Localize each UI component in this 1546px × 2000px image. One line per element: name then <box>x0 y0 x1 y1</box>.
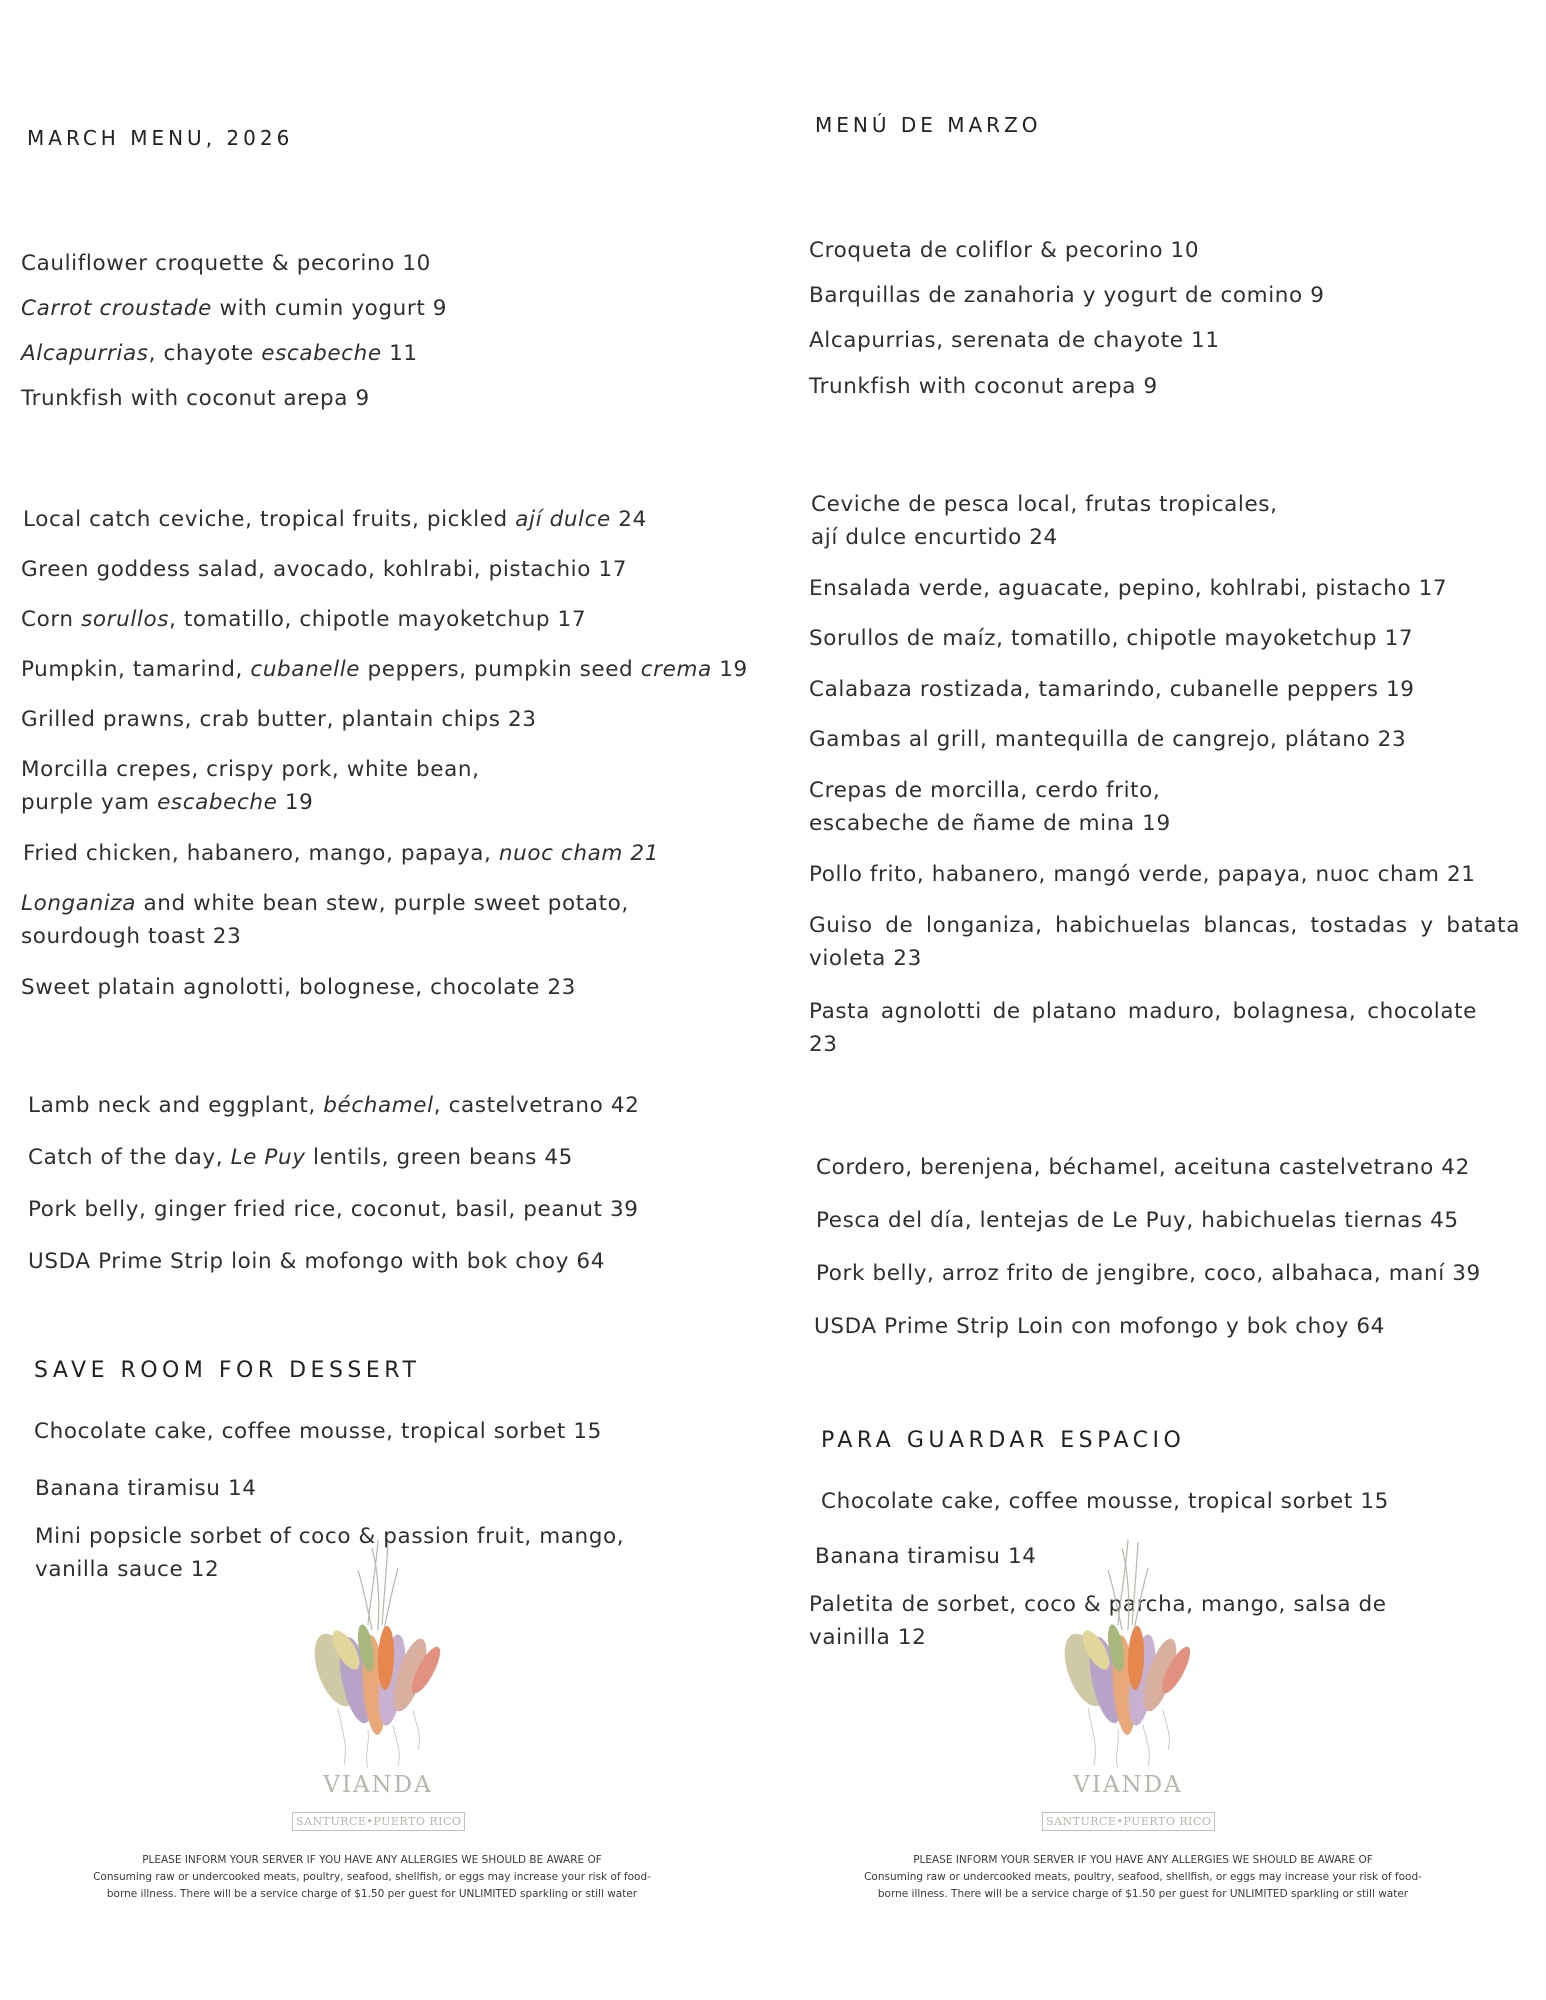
es-snack-item-4: Trunkfish with coconut arepa 9 <box>809 374 1158 399</box>
es-dessert-item-3: Paletita de sorbet, coco & parcha, mango, salsa de vainilla 12 <box>809 1592 1387 1650</box>
dessert-title: SAVE ROOM FOR DESSERT <box>34 1358 421 1383</box>
es-small-plate-item-9: Pasta agnolotti de platano maduro, bolagnesa, chocolate 23 <box>809 999 1477 1057</box>
es-dessert-title: PARA GUARDAR ESPACIO <box>821 1428 1186 1453</box>
snack-item-2-italic: Carrot croustade <box>21 296 213 321</box>
footer-service-charge-line-es: borne illness. There will be a service charge of $1.50 per guest for UNLIMITED sparkling or still water <box>877 1888 1409 1900</box>
brand-name: VIANDA <box>323 1772 433 1798</box>
vianda-vegetable-logo <box>298 1530 458 1770</box>
spanish-menu-title: MENÚ DE MARZO <box>815 113 1042 137</box>
dessert-item-2: Banana tiramisu 14 <box>35 1476 257 1501</box>
es-small-plate-item-3: Sorullos de maíz, tomatillo, chipotle mayoketchup 17 <box>809 626 1414 651</box>
es-small-plate-item-2: Ensalada verde, aguacate, pepino, kohlrabi, pistacho 17 <box>809 576 1448 601</box>
es-small-plate-item-8: Guiso de longaniza, habichuelas blancas, tostadas y batata violeta 23 <box>809 913 1520 971</box>
dessert-item-3: Mini popsicle sorbet of coco & passion fruit, mango, vanilla sauce 12 <box>35 1524 625 1582</box>
es-main-item-4: USDA Prime Strip Loin con mofongo y bok choy 64 <box>814 1314 1385 1339</box>
es-snack-item-1: Croqueta de coliflor & pecorino 10 <box>809 238 1200 263</box>
es-dessert-item-2: Banana tiramisu 14 <box>815 1544 1037 1569</box>
es-main-item-1: Cordero, berenjena, béchamel, aceituna castelvetrano 42 <box>816 1155 1470 1180</box>
small-plate-item-5: Grilled prawns, crab butter, plantain chips 23 <box>21 707 537 732</box>
es-small-plate-item-6: Crepas de morcilla, cerdo frito, escabeche de ñame de mina 19 <box>809 778 1171 836</box>
es-main-item-2: Pesca del día, lentejas de Le Puy, habichuelas tiernas 45 <box>816 1208 1459 1233</box>
snack-item-4: Trunkfish with coconut arepa 9 <box>21 386 370 411</box>
brand-name-es: VIANDA <box>1073 1772 1183 1798</box>
small-plate-item-3: Corn sorullos, tomatillo, chipotle mayoketchup 17 <box>21 607 587 632</box>
english-menu-title: MARCH MENU, 2026 <box>27 126 294 150</box>
small-plate-item-1: Local catch ceviche, tropical fruits, pickled ají dulce 24 <box>23 507 647 532</box>
footer-raw-food-line-es: Consuming raw or undercooked meats, poultry, seafood, shellfish, or eggs may increase your risk of food- <box>864 1871 1422 1883</box>
brand-location-es: SANTURCE•PUERTO RICO <box>1042 1812 1215 1831</box>
small-plate-item-9: Sweet platain agnolotti, bolognese, chocolate 23 <box>21 975 576 1000</box>
footer-notice <box>22 1852 722 1903</box>
brand-location: SANTURCE•PUERTO RICO <box>292 1812 465 1831</box>
vianda-vegetable-logo-es <box>1048 1530 1208 1770</box>
small-plate-item-4: Pumpkin, tamarind, cubanelle peppers, pumpkin seed crema 19 <box>21 657 748 682</box>
dessert-item-1: Chocolate cake, coffee mousse, tropical sorbet 15 <box>34 1419 602 1444</box>
main-item-2: Catch of the day, Le Puy lentils, green beans 45 <box>28 1145 573 1170</box>
small-plate-item-2: Green goddess salad, avocado, kohlrabi, pistachio 17 <box>21 557 627 582</box>
es-snack-item-3: Alcapurrias, serenata de chayote 11 <box>809 328 1220 353</box>
es-main-item-3: Pork belly, arroz frito de jengibre, coco, albahaca, maní 39 <box>816 1261 1481 1286</box>
main-item-4: USDA Prime Strip loin & mofongo with bok choy 64 <box>28 1249 605 1274</box>
snack-item-2: Carrot croustade with cumin yogurt 9 <box>21 296 448 321</box>
main-item-1: Lamb neck and eggplant, béchamel, castelvetrano 42 <box>28 1093 640 1118</box>
snack-item-3: Alcapurrias, chayote escabeche 11 <box>21 341 418 366</box>
snack-item-1: Cauliflower croquette & pecorino 10 <box>21 251 431 276</box>
small-plate-item-6: Morcilla crepes, crispy pork, white bean, purple yam escabeche 19 <box>21 757 480 815</box>
footer-notice-es <box>793 1852 1493 1903</box>
es-small-plate-item-4: Calabaza rostizada, tamarindo, cubanelle peppers 19 <box>809 677 1415 702</box>
es-dessert-item-1: Chocolate cake, coffee mousse, tropical sorbet 15 <box>821 1489 1389 1514</box>
small-plate-item-8: Longaniza and white bean stew, purple sweet potato, sourdough toast 23 <box>21 891 629 949</box>
main-item-3: Pork belly, ginger fried rice, coconut, basil, peanut 39 <box>28 1197 639 1222</box>
small-plate-item-7: Fried chicken, habanero, mango, papaya, nuoc cham 21 <box>23 841 659 866</box>
footer-allergy-line: PLEASE INFORM YOUR SERVER IF YOU HAVE ANY ALLERGIES WE SHOULD BE AWARE OF <box>142 1854 602 1866</box>
es-small-plate-item-7: Pollo frito, habanero, mangó verde, papaya, nuoc cham 21 <box>809 862 1476 887</box>
footer-allergy-line-es: PLEASE INFORM YOUR SERVER IF YOU HAVE ANY ALLERGIES WE SHOULD BE AWARE OF <box>913 1854 1373 1866</box>
footer-service-charge-line: borne illness. There will be a service charge of $1.50 per guest for UNLIMITED sparkling or still water <box>106 1888 638 1900</box>
es-small-plate-item-1: Ceviche de pesca local, frutas tropicales, ají dulce encurtido 24 <box>811 492 1278 550</box>
es-snack-item-2: Barquillas de zanahoria y yogurt de comino 9 <box>809 283 1325 308</box>
es-small-plate-item-5: Gambas al grill, mantequilla de cangrejo, plátano 23 <box>809 727 1407 752</box>
footer-raw-food-line: Consuming raw or undercooked meats, poultry, seafood, shellfish, or eggs may increase your risk of food- <box>93 1871 651 1883</box>
